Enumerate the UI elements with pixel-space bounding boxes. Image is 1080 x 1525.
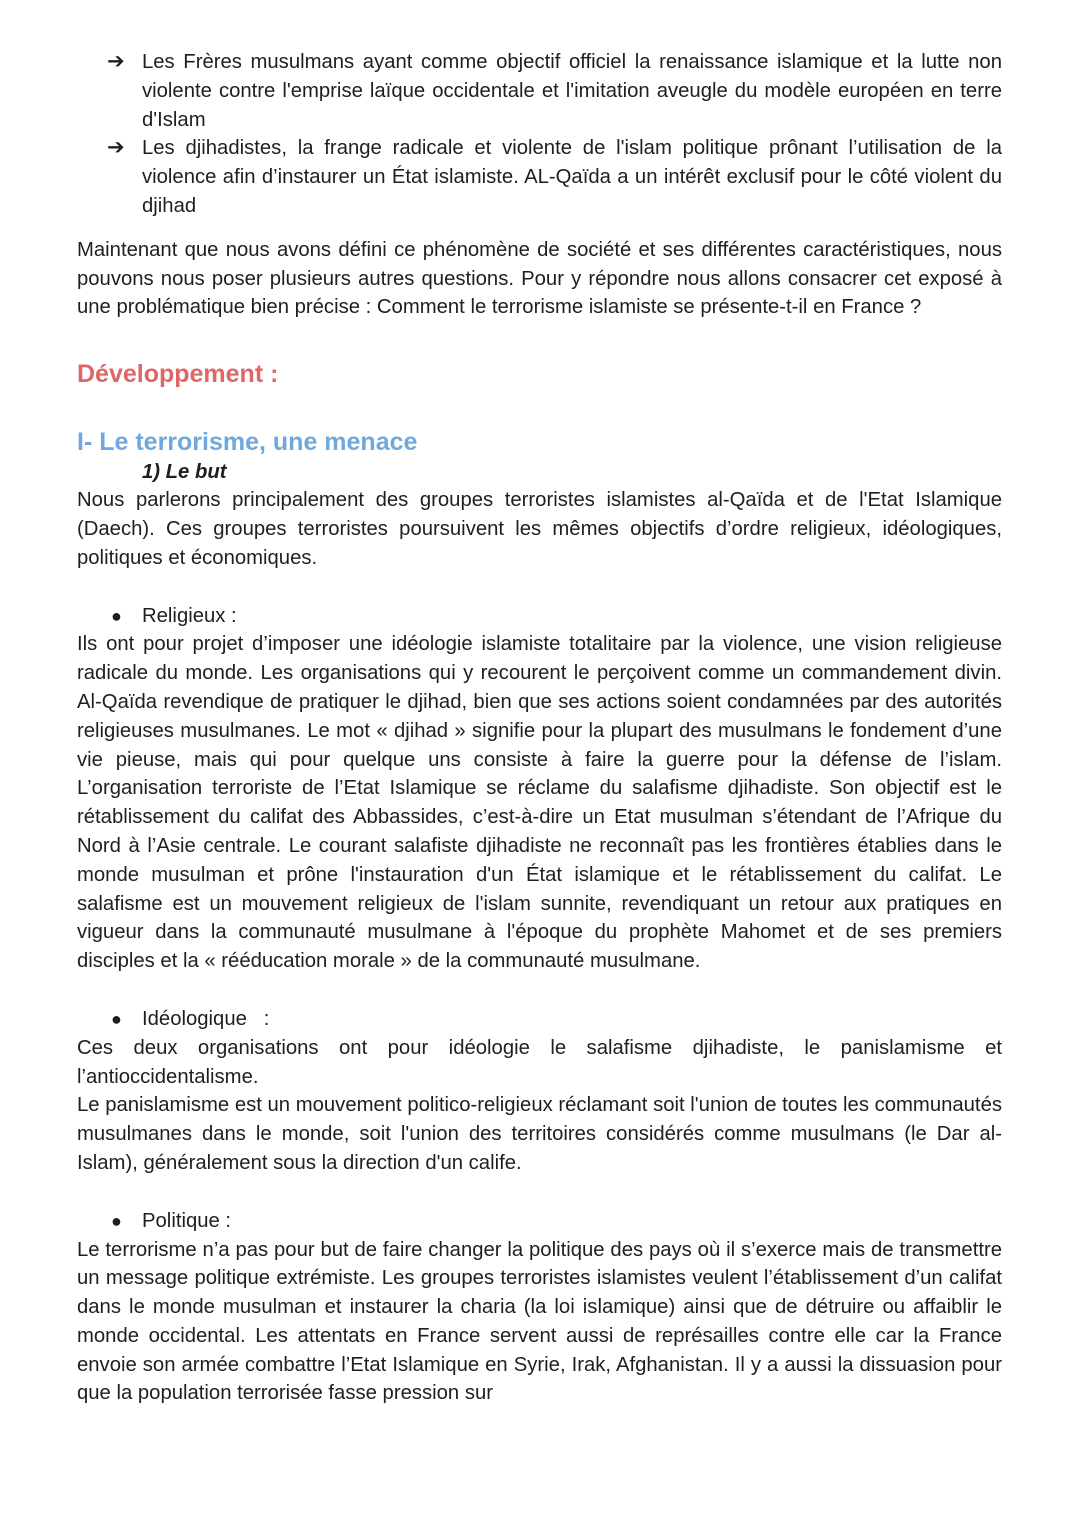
section-subtitle: 1) Le but	[142, 461, 227, 484]
list-item-text: Les djihadistes, la frange radicale et violente de l'islam politique prônant l’utilisation de la violence afin d’instaurer un État islamiste. AL-Qaïda a un intérêt exclusif pour le côté violent du djihad	[142, 137, 1002, 217]
bullet-ideologique	[77, 1005, 1002, 1034]
ideologique-paragraph-2: Le panislamisme est un mouvement politico-religieux réclamant soit l'union de toutes les communautés musulmanes dans le monde, soit l'union des territoires considérés comme musulmans (le Dar al-Islam), généralement sous la direction d'un calife.	[77, 1094, 1002, 1174]
bullet-icon: ●	[111, 1008, 122, 1029]
politique-paragraph: Le terrorisme n’a pas pour but de faire changer la politique des pays où il s’exerce mais de transmettre un message politique extrémiste. Les groupes terroristes islamistes veulent l’établissement d’un califat dans le monde musulman et instaurer la charia (la loi islamique) ainsi que de détruire ou affaiblir le monde occidental. Les attentats en France servent aussi de représailles contre elle car la France envoie son armée combattre l’Etat Islamique en Syrie, Irak, Afghanistan. Il y a aussi la dissuasion pour que la population terrorisée fasse pression sur	[77, 1238, 1002, 1405]
religieux-paragraph: Ils ont pour projet d’imposer une idéologie islamiste totalitaire par la violence, une vision religieuse radicale du monde. Les organisations qui y recourent le perçoivent comme un commandement divin. Al-Qaïda revendique de pratiquer le djihad, bien que ses actions soient condamnées par des autorités religieuses musulmanes. Le mot « djihad » signifie pour la plupart des musulmans le fondement d’une vie pieuse, mais qui pour quelque uns consiste à faire la guerre pour la défense de l’islam. L’organisation terroriste de l’Etat Islamique se réclame du salafisme djihadiste. Son objectif est le rétablissement du califat des Abbassides, c’est-à-dire un Etat musulman s’étendant de l’Afrique du Nord à l’Asie centrale. Le courant salafiste djihadiste ne reconnaît pas les frontières établies dans le monde musulman et prône l'instauration d'un État islamique et le rétablissement du califat. Le salafisme est un mouvement religieux de l'islam sunnite, revendiquant un retour aux pratiques en vigueur dans la communauté musulmane à l'époque du prophète Mahomet et de ses premiers disciples et la « rééducation morale » de la communauté musulmane.	[77, 633, 1002, 973]
section-intro-paragraph: Nous parlerons principalement des groupes terroristes islamistes al-Qaïda et de l'Etat Islamique (Daech). Ces groupes terroristes poursuivent les mêmes objectifs d’ordre religieux, idéologiques, politiques et économiques.	[77, 489, 1002, 569]
list-item	[77, 48, 1002, 134]
bullet-label: Religieux :	[142, 604, 237, 627]
intro-paragraph: Maintenant que nous avons défini ce phénomène de société et ses différentes caractéristiques, nous pouvons nous poser plusieurs autres questions. Pour y répondre nous allons consacrer cet exposé à une problématique bien précise : Comment le terrorisme islamiste se présente-t-il en France ?	[77, 238, 1002, 319]
section-title: I- Le terrorisme, une menace	[77, 428, 418, 457]
arrow-right-icon: ➔	[107, 136, 125, 160]
bullet-politique	[77, 1207, 1002, 1236]
bullet-label: Politique :	[142, 1209, 232, 1232]
bullet-label: Idéologique :	[142, 1007, 270, 1030]
ideologique-paragraph-1: Ces deux organisations ont pour idéologie le salafisme djihadiste, le panislamisme et l’antioccidentalisme.	[77, 1036, 1002, 1088]
list-item-text: Les Frères musulmans ayant comme objectif officiel la renaissance islamique et la lutte non violente contre l'emprise laïque occidentale et l'imitation aveugle du modèle européen en terre d'Islam	[142, 51, 1002, 131]
bullet-religieux	[77, 602, 1002, 631]
arrow-right-icon: ➔	[107, 50, 125, 73]
bullet-icon: ●	[111, 1210, 122, 1231]
list-item	[77, 134, 1002, 220]
heading-development: Développement :	[77, 360, 279, 389]
bullet-icon: ●	[111, 605, 122, 626]
